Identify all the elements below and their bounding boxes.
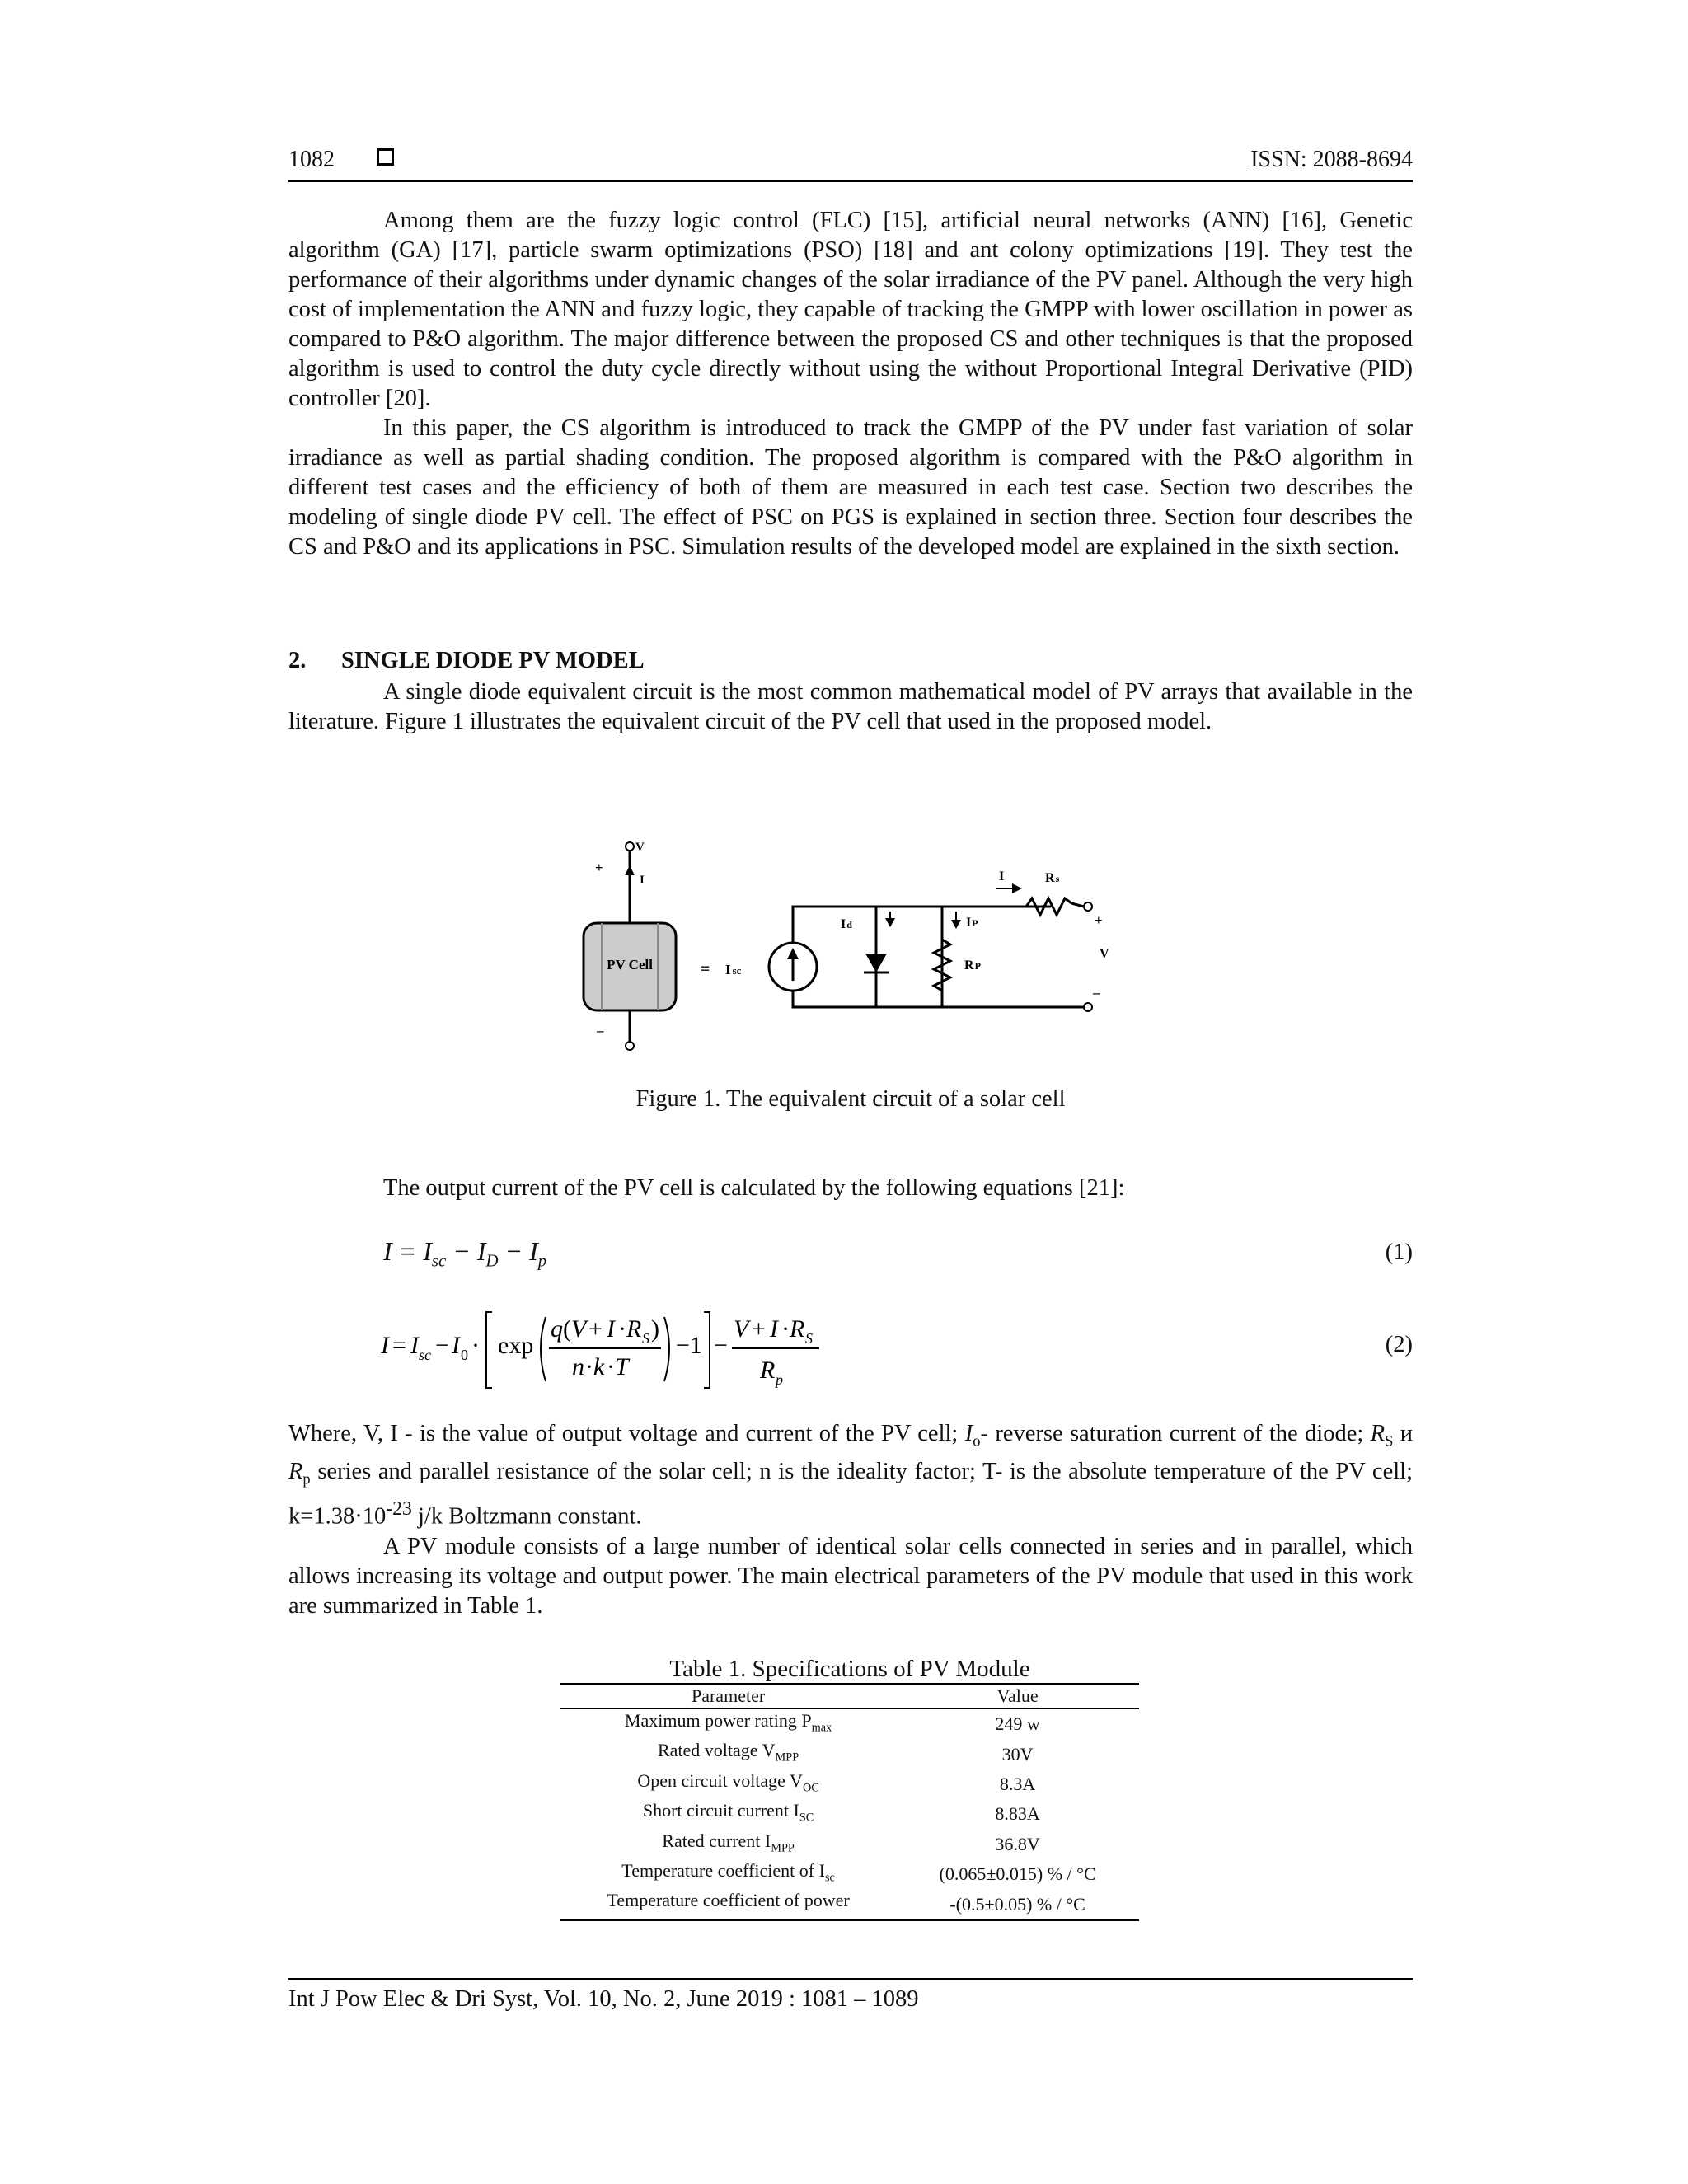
issn: ISSN: 2088-8694 [1250,147,1413,172]
minus-label: – [597,1023,604,1038]
svg-text:p: p [776,1371,783,1388]
intro-paragraph-2: In this paper, the CS algorithm is introduced to track the GMPP of the PV under fast variation of solar irradiance as well as partial shading condition. The proposed algorithm is compared with the P&O algorithm in different test cases and the efficiency of both of them are measured in each test case. Section two describes the modeling of single diode PV cell. The effect of PSC on PGS is explained in section three. Section four describes the CS and P&O and its applications in PSC. Simulation results of the developed model are explained in the sixth section. [288,415,1413,560]
svg-text:S: S [805,1330,813,1347]
equivalent-circuit-figure [577,832,1137,1055]
isc-label: I sc [725,962,742,977]
diode-symbol [864,912,895,972]
equations-intro [383,1174,1413,1203]
pv-cell-label: PV Cell [607,957,653,972]
svg-text:T: T [615,1353,629,1380]
svg-text:I: I [410,1332,419,1359]
out-plus-label: + [1095,912,1103,928]
svg-text:(: ( [563,1315,571,1343]
table-header-value: Value [896,1684,1139,1708]
equation-2-number: (2) [1385,1332,1413,1357]
i-out-label: I [999,869,1005,883]
table-row: Short circuit current $I_{SC}$ 8.83A [642,1800,1040,1825]
table-row: Temperature coefficient of power -(0.5±0.05) % / °C [560,1889,1139,1919]
svg-text:−1: −1 [676,1332,702,1359]
equation-1-number: (1) [1385,1240,1413,1265]
svg-text:·: · [471,1332,480,1359]
svg-text:sc: sc [419,1347,431,1363]
svg-text:−: − [435,1332,449,1359]
svg-text:k: k [593,1353,605,1380]
svg-text:I: I [381,1332,389,1359]
table-1 [560,1655,1139,1921]
svg-text:R: R [760,1357,776,1384]
section-number: 2. [288,648,307,673]
where-paragraph: Where, V, I - is the value of output voltage and current of the PV cell; $I_o-$ reverse saturation current of the diode; $R_S$ и $R_p$ series and parallel resistance of the solar cell; n is the ideality factor; T- is the absolute temperature of the PV cell; $k=1.38\cdot 10^{-23}$ j/k Boltzmann constant. [288,1421,1413,1530]
svg-text:0: 0 [461,1347,468,1363]
where-text [288,1419,1413,1621]
current-i-label: I [640,874,645,887]
svg-text:·: · [618,1315,626,1343]
equation-1: $I = I_{sc} - I_D - I_p$ [383,1236,547,1271]
section-title: SINGLE DIODE PV MODEL [341,648,645,673]
equations-intro-text: The output current of the PV cell is calculated by the following equations [21]: [383,1175,1125,1201]
table-row: Open circuit voltage $V_{OC}$ 8.3A [637,1769,1036,1795]
svg-text:R: R [790,1315,805,1343]
footer-rule [288,1978,1413,1980]
svg-text:−: − [714,1332,728,1359]
svg-text:I: I [607,1315,615,1343]
table-row: Temperature coefficient of $I_{sc}$ (0.065±0.015) % / °C [621,1859,1096,1885]
svg-text:I: I [452,1332,460,1359]
page-number: 1082 [288,147,335,172]
section2-paragraph-1: A single diode equivalent circuit is the most common mathematical model of PV arrays that available in the literature. Figure 1 illustrates the equivalent circuit of the PV cell that used in the proposed model. [288,679,1413,734]
figure-caption: Figure 1. The equivalent circuit of a solar cell [635,1086,1066,1112]
svg-text:·: · [607,1353,615,1380]
svg-text:·: · [585,1353,593,1380]
svg-text:+: + [588,1315,603,1343]
v-top-label: V [635,841,645,854]
table-title: Table 1. Specifications of PV Module [669,1656,1030,1682]
output-arrow-icon [996,883,1022,893]
id-label: Id [841,917,852,931]
footer-citation: Int J Pow Elec & Dri Syst, Vol. 10, No. 2, June 2019 : 1081 – 1089 [288,1986,919,2012]
svg-text:n: n [572,1353,584,1380]
svg-text:S: S [642,1330,649,1347]
ip-label: IP [966,916,978,930]
section-heading [288,648,645,674]
intro-paragraph-1: Among them are the fuzzy logic control (FLC) [15], artificial neural networks (ANN) [16], Genetic algorithm (GA) [17], particle swarm optimizations (PSO) [18] and ant colony optimizations [19]. They test the performance of their algorithms under dynamic changes of the solar irradiance of the PV panel. Although the very high cost of implementation the ANN and fuzzy logic, they capable of tracking the GMPP with lower oscillation in power as compared to P&O algorithm. The major difference between the proposed CS and other techniques is that the proposed algorithm is used to control the duty cycle directly without using the without Proportional Integral Derivative (PID) controller [20]. [288,208,1413,411]
ip-arrow-icon [951,912,961,929]
table-row: Rated current $I_{MPP}$ 36.8V [662,1830,1040,1854]
svg-text:=: = [392,1332,406,1359]
svg-text:): ) [651,1315,659,1343]
plus-label: + [595,860,603,875]
rp-label: RP [964,958,981,972]
module-paragraph: A PV module consists of a large number of identical solar cells connected in series and in parallel, which allows increasing its voltage and output power. The main electrical parameters of the PV module that used in this work are summarized in Table 1. [288,1533,1413,1619]
circuit-wires [793,907,1065,1007]
intro-text [288,206,1413,562]
svg-text:R: R [626,1315,642,1343]
table-row: Rated voltage $V_{MPP}$ 30V [657,1740,1034,1765]
svg-text:q: q [551,1315,563,1343]
section2-text [288,677,1413,737]
svg-text:·: · [781,1315,790,1343]
svg-text:I: I [770,1315,778,1343]
equals-sign: = [701,960,710,978]
rs-label: Rs [1045,871,1060,885]
square-icon [377,148,394,166]
svg-text:V: V [571,1315,587,1343]
current-source-symbol [769,943,817,991]
svg-text:exp: exp [498,1332,534,1359]
spec-table [560,1683,1139,1921]
header-rule [288,180,1413,182]
out-v-label: V [1100,947,1109,961]
svg-text:+: + [752,1315,766,1343]
table-row: Maximum power rating $P_{max}$ 249 w [624,1710,1040,1735]
svg-text:V: V [734,1315,749,1343]
equation-2 [381,1305,842,1396]
out-minus-label: – [1093,985,1100,1001]
table-header-parameter: Parameter [560,1684,896,1708]
